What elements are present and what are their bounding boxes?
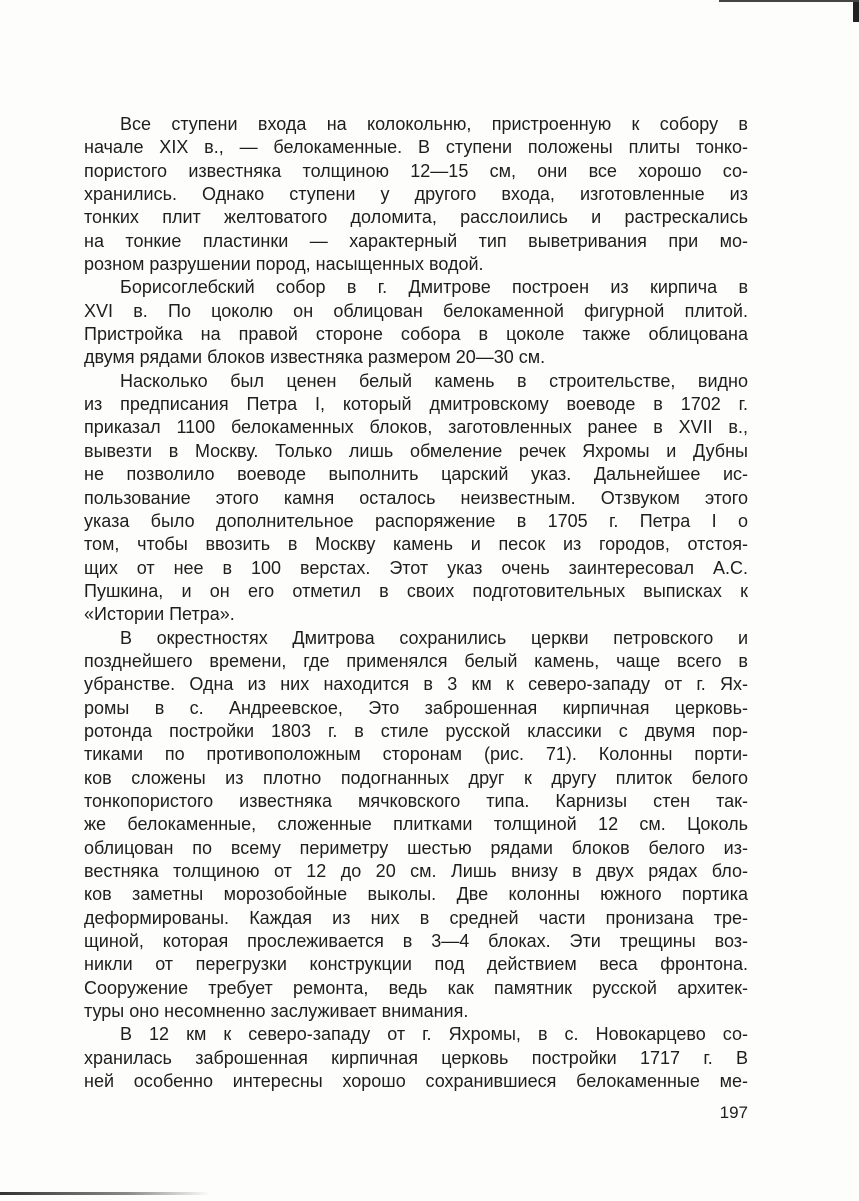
text-line: Насколько был ценен белый камень в строительстве, видно (120, 370, 748, 391)
text-line: деформированы. Каждая из них в средней части пронизана тре- (84, 907, 748, 928)
text-line: щих от нее в 100 верстах. Этот указ очень заинтересовал А.С. (84, 557, 748, 578)
text-line: облицован по всему периметру шестью рядами блоков белого из- (84, 837, 748, 858)
text-line: начале XIX в., — белокаменные. В ступени положены плиты тонко- (84, 137, 748, 158)
text-line: пользование этого камня осталось неизвестным. Отзвуком этого (84, 487, 748, 508)
text-line: позднейшего времени, где применялся белый камень, чаще всего в (84, 650, 748, 671)
paragraph (84, 1023, 748, 1093)
paragraph (84, 627, 748, 1024)
text-line: вестняка толщиною от 12 до 20 см. Лишь внизу в двух рядах бло- (84, 861, 748, 881)
text-line: тонкопористого известняка мячковского типа. Карнизы стен так- (84, 790, 748, 811)
text-line: Все ступени входа на колокольню, пристроенную к собору в (120, 114, 748, 134)
text-line: ков сложены из плотно подогнанных друг к другу плиток белого (84, 767, 748, 788)
text-line: вывезти в Москву. Только лишь обмеление речек Яхромы и Дубны (84, 440, 748, 461)
text-line: В 12 км к северо-западу от г. Яхромы, в с. Новокарцево со- (120, 1024, 748, 1045)
text-line: никли от перегрузки конструкции под действием веса фронтона. (84, 954, 748, 975)
text-line: ней особенно интересны хорошо сохранившиеся белокаменные ме- (84, 1071, 748, 1092)
scan-edge-artifact (853, 0, 859, 22)
text-line: указа было дополнительное распоряжение в 1705 г. Петра I о (84, 510, 748, 531)
paragraph (84, 276, 748, 369)
text-line: розном разрушении пород, насыщенных водой. (84, 254, 484, 275)
text-line: из предписания Петра I, который дмитровскому воеводе в 1702 г. (84, 394, 748, 415)
text-line: хранились. Однако ступени у другого входа, изготовленные из (84, 184, 748, 205)
page-number: 197 (719, 1103, 748, 1122)
text-line: том, чтобы ввозить в Москву камень и песок из городов, отстоя- (84, 534, 748, 555)
paragraph (84, 370, 748, 627)
scan-edge-artifact (719, 0, 859, 2)
text-line: на тонкие пластинки — характерный тип выветривания при мо- (84, 230, 748, 251)
text-line: ротонда постройки 1803 г. в стиле русской классики с двумя пор- (84, 720, 748, 741)
text-line: тонких плит желтоватого доломита, расслоились и растрескались (84, 207, 748, 228)
text-line: не позволило воеводе выполнить царский указ. Дальнейшее ис- (84, 464, 748, 485)
text-line: пористого известняка толщиною 12—15 см, они все хорошо со- (84, 160, 748, 181)
text-line: хранилась заброшенная кирпичная церковь постройки 1717 г. В (84, 1047, 748, 1068)
text-line: XVI в. По цоколю он облицован белокаменной фигурной плитой. (84, 300, 748, 321)
text-line: тиками по противоположным сторонам (рис. 71). Колонны порти- (84, 744, 748, 765)
scan-edge-artifact (0, 1192, 210, 1195)
text-line: «Истории Петра». (84, 604, 235, 625)
text-line: ромы в с. Андреевское, Это заброшенная кирпичная церковь- (84, 697, 748, 718)
text-line: Пушкина, и он его отметил в своих подготовительных выписках к (84, 580, 748, 601)
text-line: ков заметны морозобойные выколы. Две колонны южного портика (84, 884, 748, 905)
text-line: В окрестностях Дмитрова сохранились церкви петровского и (120, 627, 748, 648)
text-line: Пристройка на правой стороне собора в цоколе также облицована (84, 324, 748, 345)
paragraph (84, 113, 748, 276)
text-line: туры оно несомненно заслуживает внимания. (84, 1001, 469, 1022)
text-line: двумя рядами блоков известняка размером 20—30 см. (84, 347, 546, 368)
text-line: щиной, которая прослеживается в 3—4 блоках. Эти трещины воз- (84, 931, 748, 952)
text-line: убранстве. Одна из них находится в 3 км к северо-западу от г. Ях- (84, 674, 748, 695)
text-line: же белокаменные, сложенные плитками толщиной 12 см. Цоколь (84, 814, 748, 835)
body-text (84, 113, 748, 1093)
text-line: Сооружение требует ремонта, ведь как памятник русской архитек- (84, 977, 748, 998)
text-line: приказал 1100 белокаменных блоков, заготовленных ранее в XVII в., (84, 417, 748, 438)
text-line: Борисоглебский собор в г. Дмитрове построен из кирпича в (120, 277, 748, 298)
